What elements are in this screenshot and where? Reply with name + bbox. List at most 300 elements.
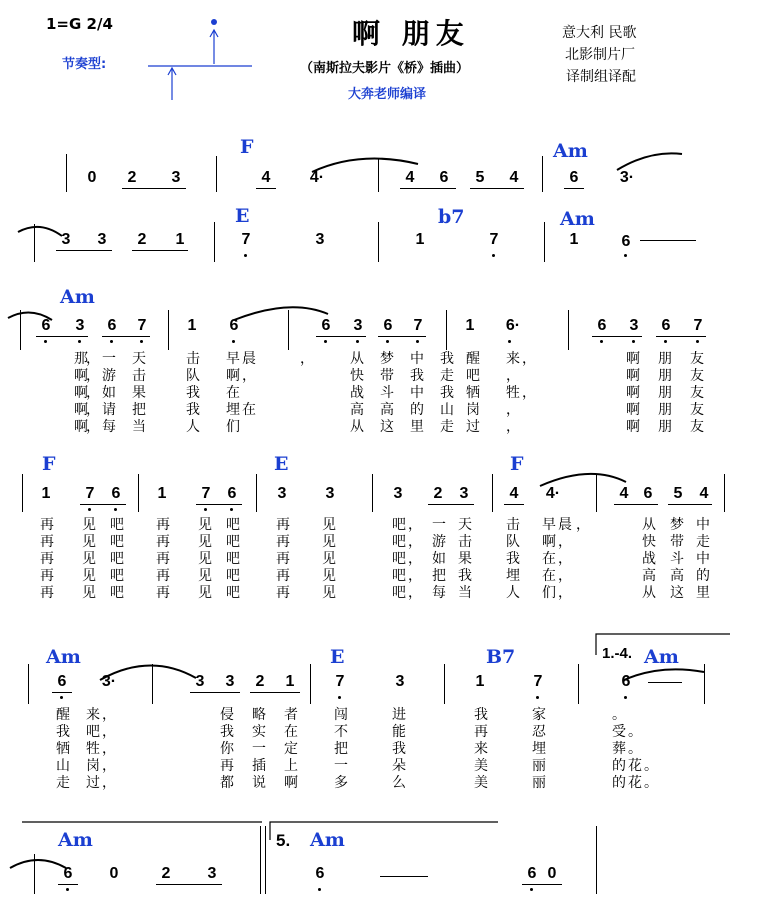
lyric-char: 我 xyxy=(458,568,472,584)
beam xyxy=(256,188,276,189)
lyric-char: ， xyxy=(102,724,116,740)
lyric-char: 的 xyxy=(612,758,626,774)
lyric-char: 吧 xyxy=(392,534,406,550)
lyric-char: ， xyxy=(576,517,590,533)
lyric-char: 队 xyxy=(506,534,520,550)
lyric-char: 吧 xyxy=(110,568,124,584)
studio-credit: 北影制片厂 xyxy=(565,47,635,63)
lyric-char: 都 xyxy=(220,775,234,791)
note: 1 xyxy=(285,673,295,690)
note: 4 xyxy=(699,485,709,502)
note: 0 xyxy=(87,169,97,186)
note: 1 xyxy=(175,231,185,248)
lyric-char: 队 xyxy=(186,368,200,384)
lyric-char: 见 xyxy=(82,534,96,550)
lyric-char: ， xyxy=(300,351,314,367)
lyric-char: 进 xyxy=(392,707,406,723)
chord-E: E xyxy=(274,453,289,475)
lyric-char: 走 xyxy=(696,534,710,550)
note: 6 xyxy=(661,317,671,334)
lyric-char: 吧 xyxy=(392,568,406,584)
lyric-char: ， xyxy=(102,741,116,757)
note: 0 xyxy=(109,865,119,882)
note: 6 xyxy=(383,317,393,334)
note: 3 xyxy=(207,865,217,882)
note: 6 xyxy=(597,317,607,334)
note: 7 xyxy=(241,231,251,248)
low-dot xyxy=(324,340,327,343)
lyric-char: ， xyxy=(558,585,572,601)
lyric-char: 朋 xyxy=(658,402,672,418)
lyric-char: 啊 xyxy=(284,775,298,791)
lyric-char: ， xyxy=(558,534,572,550)
note: 6· xyxy=(505,317,521,334)
lyric-char: 我 xyxy=(410,368,424,384)
lyric-char: 吧 xyxy=(110,517,124,533)
lyric-char: ， xyxy=(506,402,520,418)
lyric-char: 。 xyxy=(644,758,658,774)
tie-dash xyxy=(640,240,696,241)
note: 6 xyxy=(107,317,117,334)
lyric-char: 我 xyxy=(440,351,454,367)
note: 3 xyxy=(225,673,235,690)
lyric-char: 中 xyxy=(410,351,424,367)
tie-dash xyxy=(648,682,682,683)
lyric-char: 来 xyxy=(86,707,100,723)
lyric-char: 过 xyxy=(86,775,100,791)
lyric-char: ， xyxy=(242,368,256,384)
barline xyxy=(288,310,289,350)
lyric-char: 过 xyxy=(466,419,480,435)
low-dot xyxy=(204,508,207,511)
lyric-char: 战 xyxy=(642,551,656,567)
lyric-char: 忍 xyxy=(532,724,546,740)
beam xyxy=(504,504,524,505)
note: 6 xyxy=(643,485,653,502)
chord-Am: Am xyxy=(310,829,345,851)
chord-B7: B7 xyxy=(486,646,516,668)
note: 2 xyxy=(137,231,147,248)
beam xyxy=(250,692,300,693)
lyric-char: 吧 xyxy=(110,585,124,601)
lyric-char: 见 xyxy=(322,517,336,533)
beam xyxy=(656,336,706,337)
lyric-char: ， xyxy=(408,517,422,533)
lyric-char: 闯 xyxy=(334,707,348,723)
note: 2 xyxy=(255,673,265,690)
lyric-char: 啊 xyxy=(74,368,88,384)
lyric-char: 美 xyxy=(474,775,488,791)
low-dot xyxy=(624,696,627,699)
lyric-char: 高 xyxy=(350,402,364,418)
lyric-char: 见 xyxy=(322,568,336,584)
lyric-char: 啊 xyxy=(226,368,240,384)
lyric-char: 牲 xyxy=(86,741,100,757)
note: 2 xyxy=(433,485,443,502)
note: 1 xyxy=(41,485,51,502)
lyric-char: 早 xyxy=(542,517,556,533)
lyric-char: 的 xyxy=(612,775,626,791)
note: 7 xyxy=(413,317,423,334)
low-dot xyxy=(338,696,341,699)
lyric-char: 请 xyxy=(102,402,116,418)
low-dot xyxy=(66,888,69,891)
note: 4 xyxy=(619,485,629,502)
note: 2 xyxy=(127,169,137,186)
lyric-char: 再 xyxy=(276,585,290,601)
note: 5 xyxy=(673,485,683,502)
lyric-char: 见 xyxy=(198,568,212,584)
beam xyxy=(614,504,658,505)
lyric-char: 我 xyxy=(56,724,70,740)
beam xyxy=(80,504,126,505)
lyric-char: 斗 xyxy=(380,385,394,401)
note: 6 xyxy=(321,317,331,334)
note: 3 xyxy=(97,231,107,248)
lyric-char: 我 xyxy=(186,385,200,401)
chord-E: E xyxy=(235,205,250,227)
note: 1 xyxy=(415,231,425,248)
lyric-char: 见 xyxy=(198,551,212,567)
lyric-char: 朋 xyxy=(658,351,672,367)
barline xyxy=(152,664,153,704)
lyric-char: 一 xyxy=(334,758,348,774)
lyric-char: 再 xyxy=(156,534,170,550)
lyric-char: ， xyxy=(558,551,572,567)
barline xyxy=(596,826,597,894)
beam xyxy=(52,692,72,693)
barline xyxy=(544,222,545,262)
chord-Am: Am xyxy=(60,286,95,308)
chord-F: F xyxy=(42,453,56,475)
barline xyxy=(446,310,447,350)
lyric-char: 见 xyxy=(82,551,96,567)
barline xyxy=(542,156,543,192)
lyric-char: 吧 xyxy=(392,517,406,533)
lyric-char: ， xyxy=(506,419,520,435)
beam xyxy=(400,188,456,189)
lyric-char: 山 xyxy=(440,402,454,418)
lyric-char: 的 xyxy=(696,568,710,584)
lyric-char: 埋 xyxy=(226,402,240,418)
note: 3 xyxy=(393,485,403,502)
lyric-char: 吧 xyxy=(226,551,240,567)
lyric-char: 葬 xyxy=(612,741,626,757)
lyric-char: 从 xyxy=(350,351,364,367)
barline xyxy=(724,474,725,512)
lyric-char: 山 xyxy=(56,758,70,774)
barline xyxy=(34,224,35,262)
lyric-char: 见 xyxy=(82,568,96,584)
lyric-char: 岗 xyxy=(466,402,480,418)
low-dot xyxy=(530,888,533,891)
barline xyxy=(378,222,379,262)
lyric-char: 说 xyxy=(252,775,266,791)
lyric-char: 吧 xyxy=(466,368,480,384)
beam xyxy=(132,250,188,251)
lyric-char: 中 xyxy=(696,517,710,533)
low-dot xyxy=(416,340,419,343)
note: 3 xyxy=(61,231,71,248)
lyric-char: 把 xyxy=(432,568,446,584)
lyric-char: ， xyxy=(522,385,536,401)
chord-b7: b7 xyxy=(438,206,465,228)
low-dot xyxy=(318,888,321,891)
lyric-char: 啊 xyxy=(542,534,556,550)
lyric-char: ， xyxy=(86,385,100,401)
lyric-char: 实 xyxy=(252,724,266,740)
note: 6 xyxy=(527,865,537,882)
note: 7 xyxy=(693,317,703,334)
lyric-char: 吧 xyxy=(110,551,124,567)
note: 3· xyxy=(619,169,635,186)
note: 3 xyxy=(75,317,85,334)
rhythm-label: 节奏型: xyxy=(62,57,107,72)
lyric-char: 能 xyxy=(392,724,406,740)
lyric-char: 击 xyxy=(186,351,200,367)
lyric-char: 见 xyxy=(322,551,336,567)
lyric-char: ， xyxy=(86,419,100,435)
barline xyxy=(138,474,139,512)
key-signature: 1=G 2/4 xyxy=(46,15,113,33)
low-dot xyxy=(632,340,635,343)
lyric-char: 的 xyxy=(410,402,424,418)
lyric-char: 朵 xyxy=(392,758,406,774)
lyric-char: 上 xyxy=(284,758,298,774)
note: 5 xyxy=(475,169,485,186)
lyric-char: 再 xyxy=(276,551,290,567)
lyric-char: 啊 xyxy=(626,385,640,401)
lyric-char: 从 xyxy=(642,585,656,601)
beam xyxy=(378,336,426,337)
lyric-char: 友 xyxy=(690,351,704,367)
lyric-char: 见 xyxy=(198,585,212,601)
lyric-char: 天 xyxy=(458,517,472,533)
lyric-char: 醒 xyxy=(466,351,480,367)
beam xyxy=(102,336,150,337)
lyric-char: 丽 xyxy=(532,758,546,774)
origin-credit: 意大利 民歌 xyxy=(562,25,637,41)
lyric-char: 人 xyxy=(186,419,200,435)
lyric-char: 啊 xyxy=(626,402,640,418)
lyric-char: 我 xyxy=(186,402,200,418)
lyric-char: 一 xyxy=(252,741,266,757)
low-dot xyxy=(230,508,233,511)
barline xyxy=(704,664,705,704)
lyric-char: 果 xyxy=(458,551,472,567)
lyric-char: 再 xyxy=(40,585,54,601)
lyric-char: 侵 xyxy=(220,707,234,723)
chord-F: F xyxy=(240,136,254,158)
lyric-char: 人 xyxy=(506,585,520,601)
lyric-char: 游 xyxy=(102,368,116,384)
lyric-char: 当 xyxy=(458,585,472,601)
note: 6 xyxy=(439,169,449,186)
lyric-char: 吧 xyxy=(110,534,124,550)
lyric-char: 啊 xyxy=(626,419,640,435)
translation-credit: 译制组译配 xyxy=(566,69,636,85)
chord-Am: Am xyxy=(46,646,81,668)
lyric-char: 。 xyxy=(628,741,642,757)
lyric-char: 见 xyxy=(322,534,336,550)
lyric-char: 里 xyxy=(696,585,710,601)
lyric-char: 从 xyxy=(350,419,364,435)
barline xyxy=(214,222,215,262)
note: 1 xyxy=(157,485,167,502)
beam xyxy=(122,188,186,189)
lyric-char: 如 xyxy=(102,385,116,401)
lyric-char: 中 xyxy=(696,551,710,567)
beam xyxy=(668,504,712,505)
lyric-char: ， xyxy=(86,402,100,418)
lyric-char: 我 xyxy=(474,707,488,723)
note: 1 xyxy=(187,317,197,334)
lyric-char: 再 xyxy=(40,568,54,584)
ending-2-label: 5. xyxy=(276,831,291,850)
note: 6 xyxy=(621,673,631,690)
lyric-char: 早 xyxy=(226,351,240,367)
beam xyxy=(196,504,242,505)
note: 4 xyxy=(509,485,519,502)
lyric-char: 带 xyxy=(380,368,394,384)
lyric-char: 。 xyxy=(644,775,658,791)
barline xyxy=(260,826,261,894)
lyric-char: 快 xyxy=(350,368,364,384)
lyric-char: 在 xyxy=(284,724,298,740)
low-dot xyxy=(600,340,603,343)
lyric-char: 者 xyxy=(284,707,298,723)
note: 7 xyxy=(335,673,345,690)
lyric-char: 从 xyxy=(642,517,656,533)
lyric-char: 每 xyxy=(432,585,446,601)
lyric-char: 再 xyxy=(40,534,54,550)
lyric-char: 定 xyxy=(284,741,298,757)
note: 6 xyxy=(57,673,67,690)
lyric-char: 牺 xyxy=(56,741,70,757)
low-dot xyxy=(140,340,143,343)
note: 1 xyxy=(569,231,579,248)
note: 4 xyxy=(509,169,519,186)
lyric-char: 朋 xyxy=(658,368,672,384)
lyric-char: 。 xyxy=(628,724,642,740)
lyric-char: 在 xyxy=(542,568,556,584)
note: 7 xyxy=(137,317,147,334)
lyric-char: 吧 xyxy=(226,568,240,584)
lyric-char: ， xyxy=(408,568,422,584)
low-dot xyxy=(696,340,699,343)
lyric-char: 当 xyxy=(132,419,146,435)
lyric-char: 快 xyxy=(642,534,656,550)
note: 3 xyxy=(277,485,287,502)
low-dot xyxy=(78,340,81,343)
note: 6 xyxy=(315,865,325,882)
lyric-char: 见 xyxy=(198,517,212,533)
lyric-char: ， xyxy=(522,351,536,367)
lyric-char: 啊 xyxy=(74,385,88,401)
lyric-char: 把 xyxy=(334,741,348,757)
note: 3 xyxy=(395,673,405,690)
barline xyxy=(168,310,169,350)
low-dot xyxy=(110,340,113,343)
lyric-char: ， xyxy=(408,551,422,567)
lyric-char: 再 xyxy=(474,724,488,740)
lyric-char: 吧 xyxy=(86,724,100,740)
beam xyxy=(316,336,366,337)
lyric-char: ， xyxy=(506,368,520,384)
low-dot xyxy=(44,340,47,343)
lyric-char: 我 xyxy=(220,724,234,740)
lyric-char: 们 xyxy=(226,419,240,435)
lyric-char: ， xyxy=(408,534,422,550)
note: 6 xyxy=(227,485,237,502)
lyric-char: 啊 xyxy=(74,402,88,418)
barline xyxy=(28,664,29,704)
barline xyxy=(444,664,445,704)
lyric-char: 天 xyxy=(132,351,146,367)
chord-Am: Am xyxy=(553,140,588,162)
note: 6 xyxy=(111,485,121,502)
beam xyxy=(156,884,222,885)
lyric-char: 牺 xyxy=(466,385,480,401)
barline xyxy=(256,474,257,512)
note: 2 xyxy=(161,865,171,882)
barline xyxy=(492,474,493,512)
lyric-char: 花 xyxy=(628,775,642,791)
lyric-char: 再 xyxy=(276,517,290,533)
lyric-char: 牲 xyxy=(506,385,520,401)
barline xyxy=(66,154,67,192)
lyric-char: 见 xyxy=(322,585,336,601)
lyric-char: 我 xyxy=(506,551,520,567)
subtitle: （南斯拉夫影片《桥》插曲） xyxy=(300,61,470,76)
lyric-char: 在 xyxy=(242,402,256,418)
lyric-char: 梦 xyxy=(380,351,394,367)
lyric-char: 啊 xyxy=(626,368,640,384)
lyric-char: 友 xyxy=(690,368,704,384)
lyric-char: 吧 xyxy=(226,534,240,550)
chord-Am: Am xyxy=(58,829,93,851)
low-dot xyxy=(232,340,235,343)
tie-dash xyxy=(380,876,428,877)
lyric-char: 战 xyxy=(350,385,364,401)
note: 6 xyxy=(229,317,239,334)
lyric-char: 走 xyxy=(440,419,454,435)
barline xyxy=(22,474,23,512)
lyric-char: 来 xyxy=(506,351,520,367)
lyric-char: 晨 xyxy=(242,351,256,367)
lyric-char: 击 xyxy=(458,534,472,550)
lyric-char: 再 xyxy=(40,551,54,567)
barline xyxy=(20,310,21,350)
lyric-char: ， xyxy=(86,368,100,384)
lyric-char: 击 xyxy=(132,368,146,384)
lyric-char: 一 xyxy=(432,517,446,533)
chord-Am: Am xyxy=(644,646,679,668)
lyric-char: 见 xyxy=(198,534,212,550)
lyric-char: 再 xyxy=(276,568,290,584)
beam xyxy=(428,504,474,505)
note: 6 xyxy=(63,865,73,882)
low-dot xyxy=(60,696,63,699)
lyric-char: 友 xyxy=(690,402,704,418)
lyric-char: 晨 xyxy=(558,517,572,533)
lyric-char: 梦 xyxy=(670,517,684,533)
beam xyxy=(470,188,524,189)
lyric-char: 这 xyxy=(380,419,394,435)
barline xyxy=(310,664,311,704)
chord-Am: Am xyxy=(560,208,595,230)
lyric-char: 里 xyxy=(410,419,424,435)
